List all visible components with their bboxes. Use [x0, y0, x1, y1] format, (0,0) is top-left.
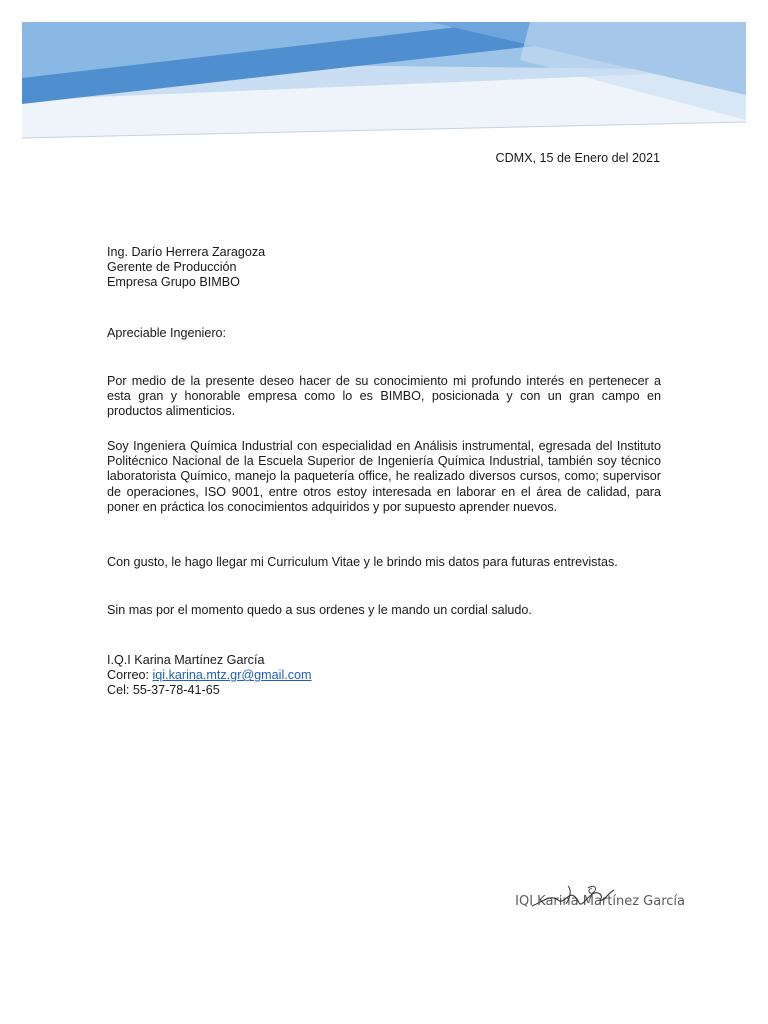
recipient-position: Gerente de Producción [107, 260, 237, 275]
sender-email-line [107, 668, 661, 683]
header-banner [0, 0, 768, 150]
sender-name: I.Q.I Karina Martínez García [107, 653, 265, 667]
body-paragraph-2: Soy Ingeniera Química Industrial con especialidad en Análisis instrumental, egresada del Instituto Politécnico Nacional de la Escuela Superior de Ingeniería Química Industrial, también soy técnico laboratorista Químico, manejo la paquetería office, he realizado diversos cursos, como; supervisor de operaciones, ISO 9001, entre otros estoy interesada en laborar en el área de calidad, para poner en práctica los conocimientos adquiridos y por supuesto aprender nuevos. [107, 439, 661, 514]
signature-name: IQI Karina Martínez García [515, 894, 685, 909]
sender-block [107, 653, 661, 699]
email-link[interactable]: iqi.karina.mtz.gr@gmail.com [152, 668, 312, 683]
letter-date: CDMX, 15 de Enero del 2021 [495, 151, 660, 165]
body-paragraph-3: Con gusto, le hago llegar mi Curriculum Vitae y le brindo mis datos para futuras entrevistas. [107, 555, 618, 569]
body-paragraph-1: Por medio de la presente deseo hacer de su conocimiento mi profundo interés en pertenecer a esta gran y honorable empresa como lo es BIMBO, posicionada y con un gran campo en productos alimenticios. [107, 374, 661, 419]
recipient-block [107, 245, 661, 291]
salutation: Apreciable Ingeniero: [107, 326, 227, 340]
sender-phone: Cel: 55-37-78-41-65 [107, 683, 220, 698]
recipient-name: Ing. Darío Herrera Zaragoza [107, 245, 266, 259]
email-label: Correo: [107, 668, 153, 683]
recipient-company: Empresa Grupo BIMBO [107, 275, 240, 290]
body-paragraph-4: Sin mas por el momento quedo a sus ordenes y le mando un cordial saludo. [107, 603, 532, 617]
